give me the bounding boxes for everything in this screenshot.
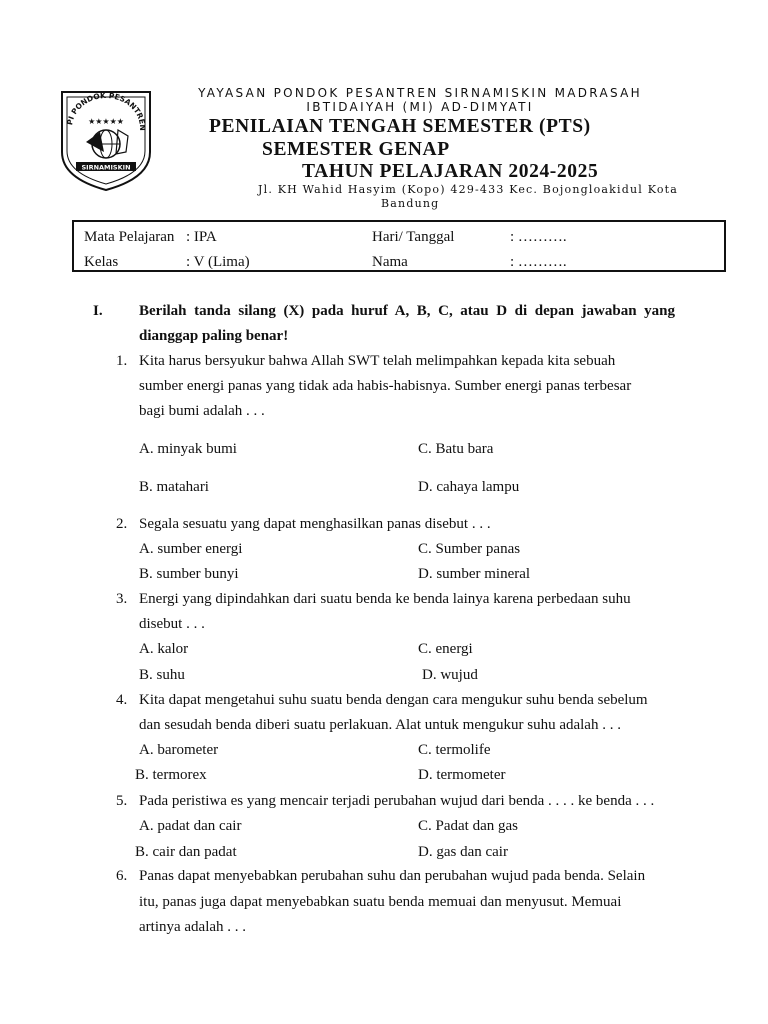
answer-option-b[interactable]: B. cair dan padat bbox=[135, 844, 237, 860]
class-label: Kelas bbox=[84, 254, 119, 270]
question-text-line: Energi yang dipindahkan dari suatu benda ke benda lainya karena perbedaan suhu bbox=[139, 591, 631, 607]
academic-year-title: TAHUN PELAJARAN 2024-2025 bbox=[302, 161, 599, 182]
answer-option-b[interactable]: B. matahari bbox=[139, 479, 209, 495]
question-text-line: bagi bumi adalah . . . bbox=[139, 403, 265, 419]
question-text-line: itu, panas juga dapat menyebabkan suatu benda memuai dan menyusut. Memuai bbox=[139, 894, 622, 910]
subject-value: : IPA bbox=[186, 229, 217, 245]
answer-option-d[interactable]: D. sumber mineral bbox=[418, 566, 531, 582]
answer-option-c[interactable]: C. energi bbox=[418, 641, 473, 657]
answer-option-a[interactable]: A. sumber energi bbox=[139, 541, 243, 557]
answer-option-a[interactable]: A. padat dan cair bbox=[139, 818, 242, 834]
instruction-line-1: Berilah tanda silang (X) pada huruf A, B, C, atau D di depan jawaban yang bbox=[139, 303, 675, 319]
school-emblem-icon bbox=[56, 86, 156, 194]
subject-label: Mata Pelajaran bbox=[84, 229, 175, 245]
answer-option-d[interactable]: D. termometer bbox=[418, 767, 506, 783]
question-text-line: Kita dapat mengetahui suhu suatu benda dengan cara mengukur suhu benda sebelum bbox=[139, 692, 648, 708]
answer-option-b[interactable]: B. termorex bbox=[135, 767, 207, 783]
semester-title: SEMESTER GENAP bbox=[262, 139, 450, 160]
answer-option-a[interactable]: A. kalor bbox=[139, 641, 189, 657]
question-text-line: Pada peristiwa es yang mencair terjadi perubahan wujud dari benda . . . . ke benda . . . bbox=[139, 793, 655, 809]
question-number: 2. bbox=[116, 516, 128, 532]
question-text-line: Panas dapat menyebabkan perubahan suhu dan perubahan wujud pada benda. Selain bbox=[139, 868, 646, 884]
answer-option-b[interactable]: B. suhu bbox=[139, 667, 185, 683]
question-number: 6. bbox=[116, 868, 128, 884]
question-text-line: dan sesudah benda diberi suatu perlakuan. Alat untuk mengukur suhu adalah . . . bbox=[139, 717, 621, 733]
answer-option-a[interactable]: A. barometer bbox=[139, 742, 219, 758]
answer-option-c[interactable]: C. termolife bbox=[418, 742, 491, 758]
answer-option-c[interactable]: C. Sumber panas bbox=[418, 541, 521, 557]
question-number: 3. bbox=[116, 591, 128, 607]
school-logo bbox=[56, 86, 156, 194]
question-text-line: artinya adalah . . . bbox=[139, 919, 247, 935]
answer-option-a[interactable]: A. minyak bumi bbox=[139, 441, 237, 457]
exam-title: PENILAIAN TENGAH SEMESTER (PTS) bbox=[209, 116, 591, 137]
address-line-2: Bandung bbox=[381, 197, 440, 210]
answer-option-b[interactable]: B. sumber bunyi bbox=[139, 566, 239, 582]
instruction-line-2: dianggap paling benar! bbox=[139, 328, 289, 344]
logo-bottom-text: SIRNAMISKIN bbox=[81, 163, 131, 172]
answer-option-d[interactable]: D. wujud bbox=[422, 667, 478, 683]
date-value: : ………. bbox=[510, 229, 567, 245]
question-number: 1. bbox=[116, 353, 128, 369]
answer-option-c[interactable]: C. Batu bara bbox=[418, 441, 494, 457]
name-label: Nama bbox=[372, 254, 408, 270]
date-label: Hari/ Tanggal bbox=[372, 229, 455, 245]
question-text-line: sumber energi panas yang tidak ada habis-habisnya. Sumber energi panas terbesar bbox=[139, 378, 632, 394]
address-line-1: Jl. KH Wahid Hasyim (Kopo) 429-433 Kec. Bojongloakidul Kota bbox=[258, 183, 679, 196]
foundation-line-1: YAYASAN PONDOK PESANTREN SIRNAMISKIN MADRASAH bbox=[198, 86, 642, 100]
question-text-line: Kita harus bersyukur bahwa Allah SWT telah melimpahkan kepada kita sebuah bbox=[139, 353, 616, 369]
question-text-line: disebut . . . bbox=[139, 616, 205, 632]
logo-top-text: PI PONDOK PESANTREN bbox=[65, 90, 148, 131]
question-text-line: Segala sesuatu yang dapat menghasilkan panas disebut . . . bbox=[139, 516, 491, 532]
section-number: I. bbox=[93, 303, 103, 319]
name-value: : ………. bbox=[510, 254, 567, 270]
answer-option-d[interactable]: D. cahaya lampu bbox=[418, 479, 520, 495]
question-number: 4. bbox=[116, 692, 128, 708]
answer-option-c[interactable]: C. Padat dan gas bbox=[418, 818, 518, 834]
foundation-line-2: IBTIDAIYAH (MI) AD-DIMYATI bbox=[306, 100, 534, 114]
question-number: 5. bbox=[116, 793, 128, 809]
class-value: : V (Lima) bbox=[186, 254, 250, 270]
answer-option-d[interactable]: D. gas dan cair bbox=[418, 844, 508, 860]
svg-text:★★★★★: ★★★★★ bbox=[88, 117, 124, 126]
